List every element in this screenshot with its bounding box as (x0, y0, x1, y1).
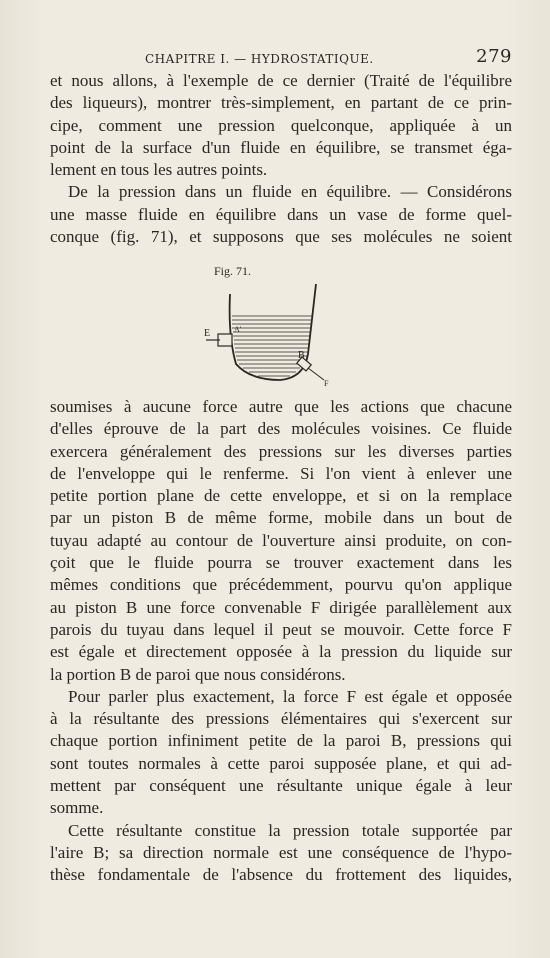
text-line: d'elles éprouve de la part des molécules voisines. Ce fluide (50, 419, 512, 439)
figure-caption: Fig. 71. (214, 264, 252, 278)
text-line: thèse fondamentale de l'absence du frottement des liquides, (50, 865, 512, 885)
text-line: mêmes conditions que précédemment, pourvu qu'on applique (50, 575, 512, 595)
fluid-hatching (232, 316, 312, 376)
text-line: chaque portion infiniment petite de la paroi B, pressions qui (50, 731, 512, 751)
text-line: la portion B de paroi que nous considérons. (50, 664, 346, 684)
text-block-top (50, 70, 512, 248)
text-line: petite portion plane de cette enveloppe, et si on la remplace (50, 486, 512, 506)
text-line: et nous allons, à l'exemple de ce dernier (Traité de l'équilibre (50, 71, 512, 90)
text-line: mettent par conséquent une résultante unique égale à leur (50, 776, 512, 796)
text-line: au piston B une force convenable F dirigée parallèlement aux (50, 597, 512, 617)
left-tube (218, 334, 232, 346)
page-header (50, 46, 512, 68)
text-line: conque (fig. 71), et supposons que ses molécules ne soient (50, 227, 512, 247)
label-b: B (298, 350, 305, 361)
force-arrow-f (308, 368, 324, 380)
text-line: exercera généralement des pressions sur les diverses parties (50, 441, 512, 461)
label-e: E (204, 328, 211, 339)
text-block-bottom (50, 396, 512, 887)
text-line: Cette résultante constitue la pression totale supportée par (68, 820, 512, 840)
text-line: est égale et directement opposée à la pression du liquide sur (50, 642, 512, 662)
text-line: des liqueurs), montrer très-simplement, en partant de ce prin- (50, 93, 512, 113)
text-line: par un piston B de même forme, mobile dans un bout de (50, 508, 512, 528)
text-line: soumises à aucune force autre que les actions que chacune (50, 397, 512, 416)
text-line: çoit que le fluide pourra se trouver exactement dans les (50, 553, 512, 573)
label-f: F (324, 379, 329, 386)
text-line: Pour parler plus exactement, la force F est égale et opposée (68, 686, 512, 706)
text-line: tuyau adapté au contour de l'ouverture ainsi produite, on con- (50, 530, 512, 550)
text-line: parois du tuyau dans lequel il peut se mouvoir. Cette force F (50, 619, 512, 639)
text-line: sont toutes normales à cette paroi supposée plane, et qui ad- (50, 753, 512, 773)
label-a: A' (234, 325, 242, 334)
text-line: De la pression dans un fluide en équilibre. — Considérons (68, 182, 512, 202)
vessel-diagram (200, 276, 340, 386)
text-line: lement en tous les autres points. (50, 160, 268, 180)
text-line: une masse fluide en équilibre dans un vase de forme quel- (50, 204, 512, 224)
text-line: cipe, comment une pression quelconque, appliquée à un (50, 115, 512, 135)
text-line: à la résultante des pressions élémentaires qui s'exercent sur (50, 709, 512, 729)
page-number: 279 (476, 46, 512, 67)
text-line: point de la surface d'un fluide en équilibre, se transmet éga- (50, 137, 512, 157)
running-title: CHAPITRE I. — HYDROSTATIQUE. (145, 52, 374, 66)
text-line: somme. (50, 798, 104, 818)
text-line: l'aire B; sa direction normale est une conséquence de l'hypo- (50, 842, 512, 862)
figure-71 (200, 264, 340, 384)
text-line: de l'enveloppe qui le renferme. Si l'on vient à enlever une (50, 463, 512, 483)
